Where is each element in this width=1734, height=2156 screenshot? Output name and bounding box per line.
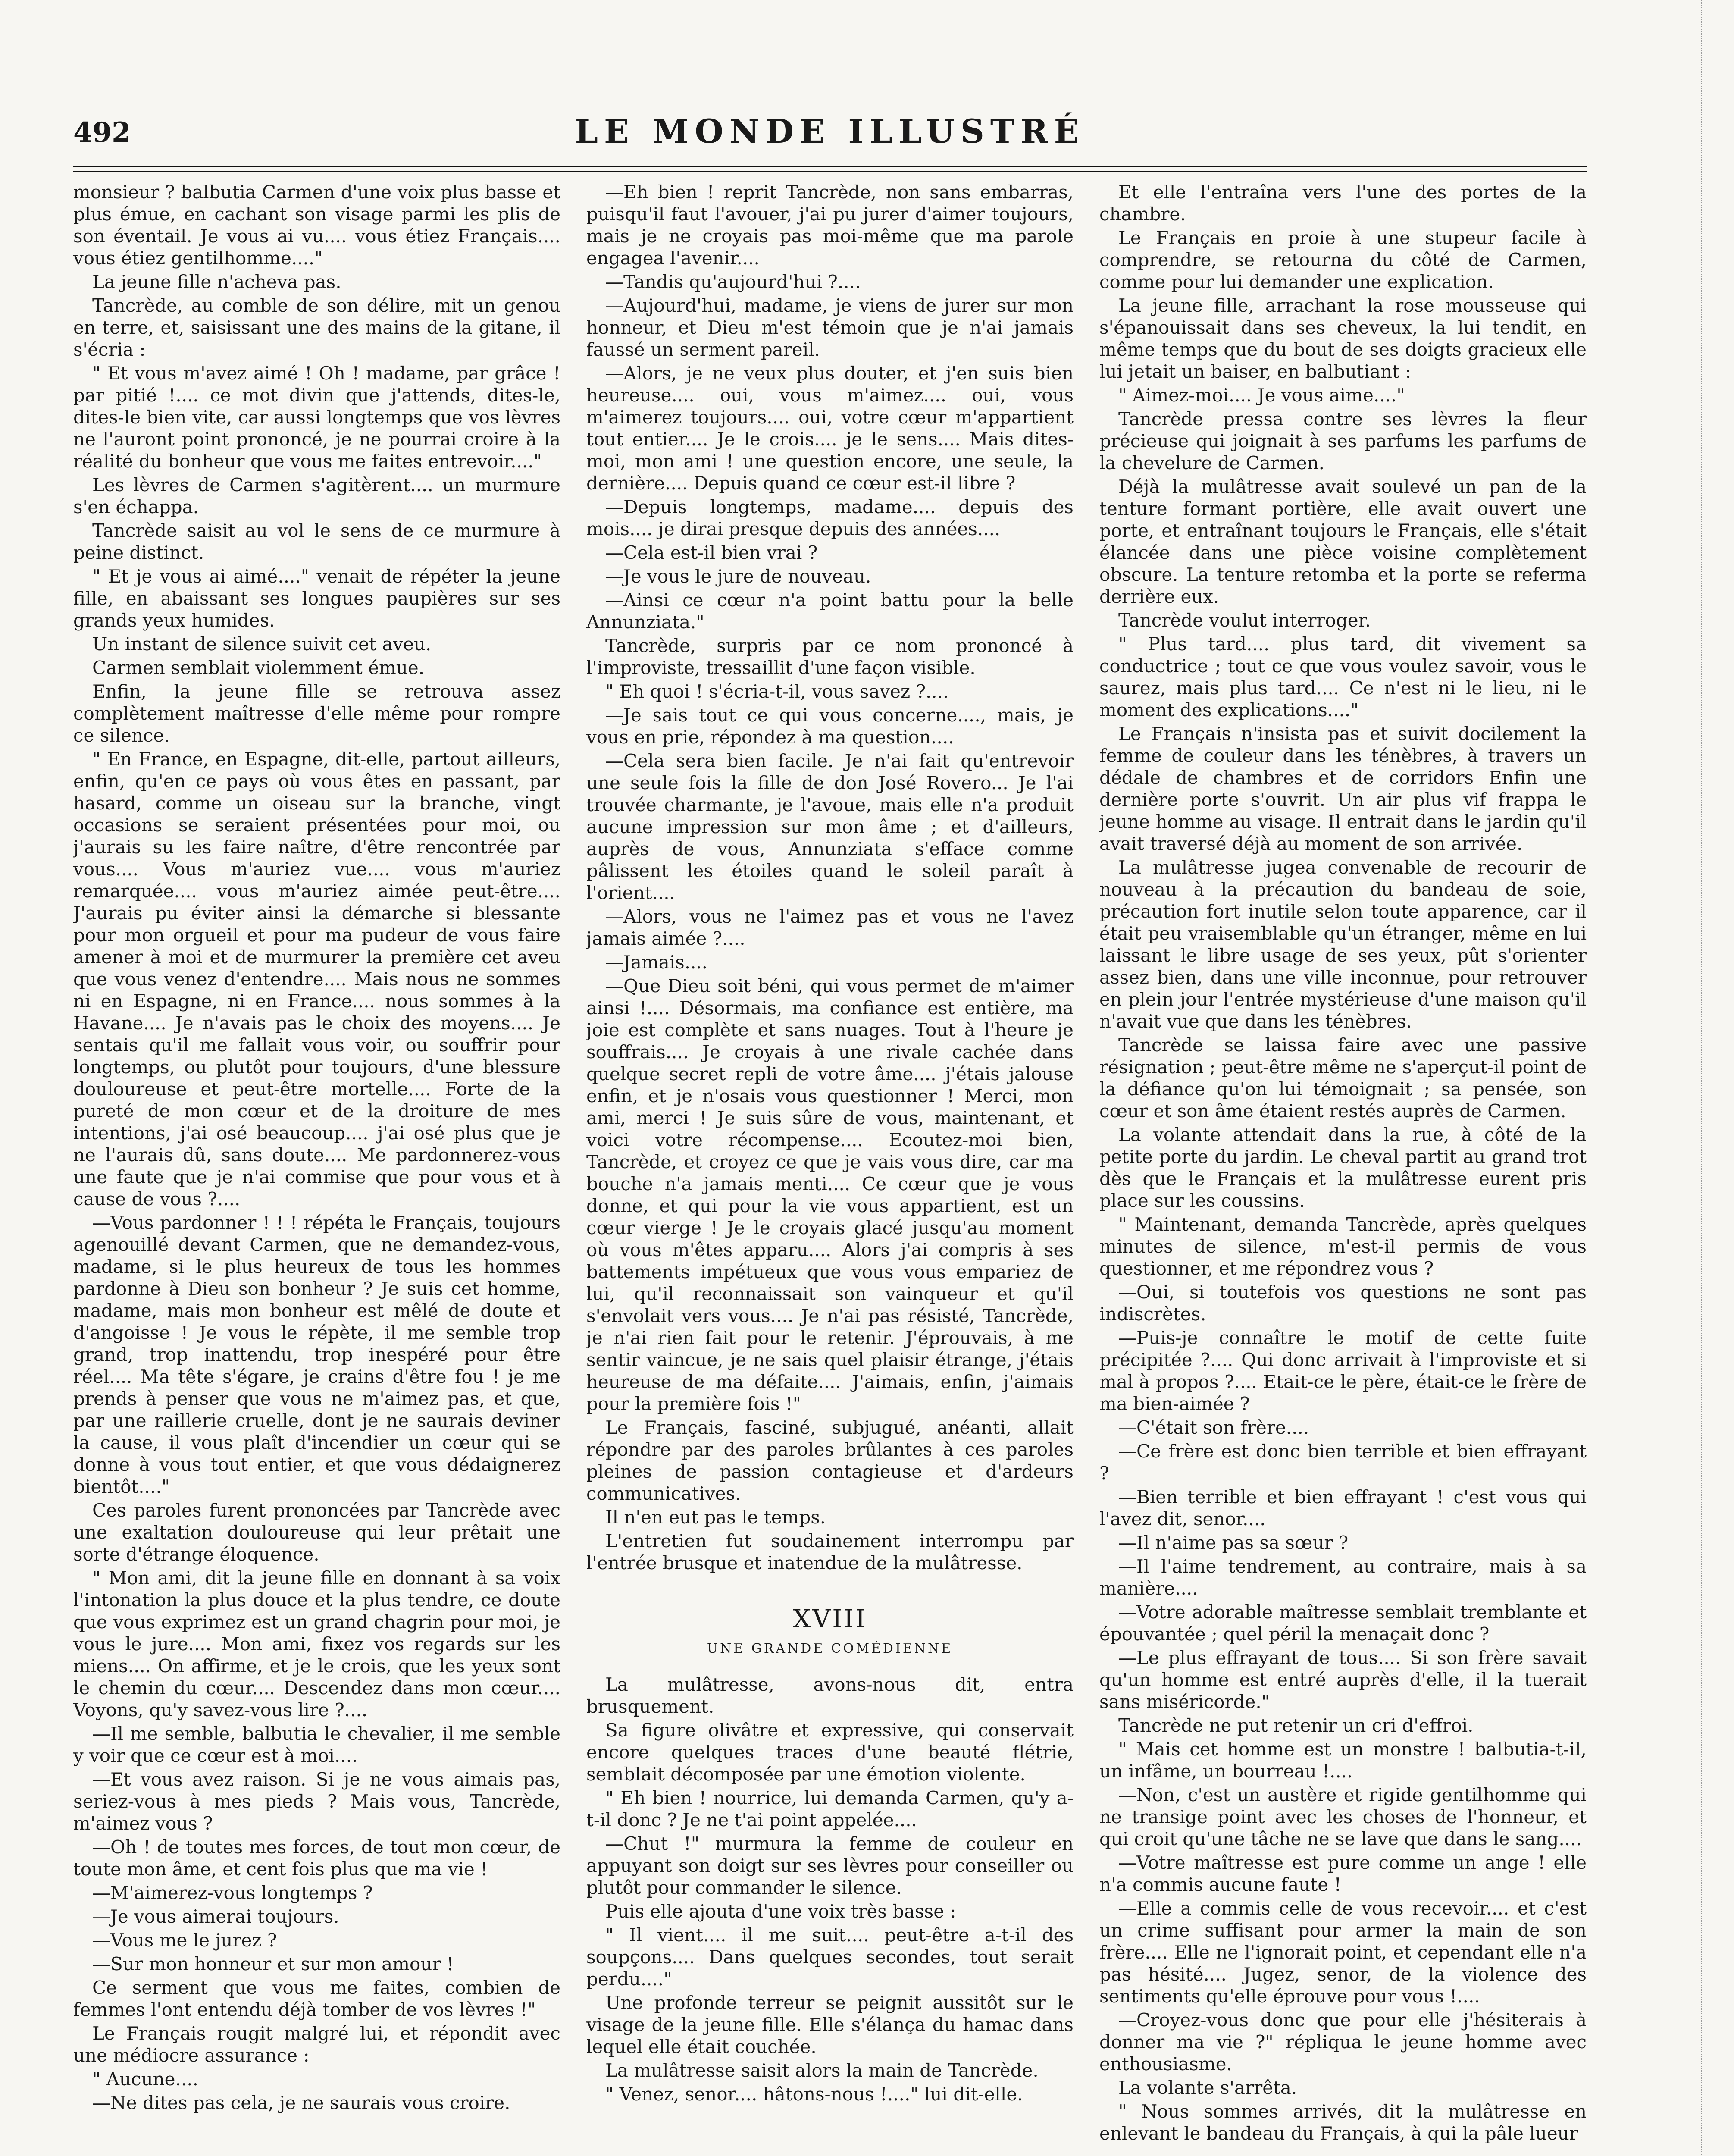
paragraph: Puis elle ajouta d'une voix très basse : xyxy=(605,1901,956,1922)
paragraph: —Il me semble, balbutia le chevalier, il me semble y voir que ce cœur est à moi.... xyxy=(73,1723,560,1766)
paragraph: —Non, c'est un austère et rigide gentilhomme qui ne transige point avec les choses de l'honneur, et qui croit qu'une tâche ne se lave que dans le sang.... xyxy=(1099,1784,1587,1849)
column-2-text-after xyxy=(586,1673,1074,2105)
paragraph: Les lèvres de Carmen s'agitèrent.... un murmure s'en échappa. xyxy=(73,474,560,517)
chapter-number: XVIII xyxy=(793,1604,867,1633)
paragraph: La mulâtresse, avons-nous dit, entra brusquement. xyxy=(586,1674,1074,1717)
paragraph: " Il vient.... il me suit.... peut-être a-t-il des soupçons.... Dans quelques secondes, tout serait perdu...." xyxy=(586,1924,1074,1990)
page-edge-mark xyxy=(1701,0,1719,2156)
text-columns xyxy=(73,181,1587,2156)
paragraph: Ce serment que vous me faites, combien de femmes l'ont entendu déjà tomber de vos lèvres !" xyxy=(73,1977,560,2020)
header-rule xyxy=(73,166,1587,172)
paragraph: Il n'en eut pas le temps. xyxy=(605,1507,826,1528)
column-2-text-before xyxy=(586,181,1074,1574)
paragraph: " Eh quoi ! s'écria-t-il, vous savez ?.... xyxy=(605,681,949,702)
paragraph: —Je vous aimerai toujours. xyxy=(92,1906,339,1927)
paragraph: —Oh ! de toutes mes forces, de tout mon cœur, de toute mon âme, et cent fois plus que ma vie ! xyxy=(73,1836,560,1880)
paragraph: La mulâtresse saisit alors la main de Tancrède. xyxy=(605,2060,1039,2081)
paragraph: —Il l'aime tendrement, au contraire, mais à sa manière.... xyxy=(1099,1556,1587,1599)
paragraph: —Votre maîtresse est pure comme un ange ! elle n'a commis aucune faute ! xyxy=(1099,1852,1587,1895)
paragraph: —Tandis qu'aujourd'hui ?.... xyxy=(605,271,861,292)
paragraph: Ces paroles furent prononcées par Tancrède avec une exaltation douloureuse qui leur prêtait une sorte d'étrange éloquence. xyxy=(73,1500,560,1565)
paragraph: Le Français en proie à une stupeur facile à comprendre, se retourna du côté de Carmen, comme pour lui demander une explication. xyxy=(1099,227,1587,292)
paragraph: Tancrède se laissa faire avec une passive résignation ; peut-être même ne s'aperçut-il point de la défiance qu'on lui témoignait ; sa pensée, son cœur et son âme étaient restés auprès de Carmen. xyxy=(1099,1034,1587,1122)
paragraph: Déjà la mulâtresse avait soulevé un pan de la tenture formant portière, elle avait ouvert une porte, et entraînant toujours le Français, elle s'était élancée dans une pièce voisine complètement obscure. La tenture retomba et la porte se referma derrière eux. xyxy=(1099,476,1587,607)
paragraph: —Vous pardonner ! ! ! répéta le Français, toujours agenouillé devant Carmen, que ne demandez-vous, madame, si le plus heureux de tous les hommes pardonne à Dieu son bonheur ? Je suis cet homme, madame, mais mon bonheur est mêlé de doute et d'angoisse ! Je vous le répète, il me semble trop grand, trop inattendu, trop inespéré pour être réel.... Ma tête s'égare, je crains d'être fou ! je me prends à penser que vous ne m'aimez pas, et que, par une raillerie cruelle, dont je ne saurais deviner la cause, il vous plaît d'incendier un cœur qui se donne à vous tout entier, et que vous dédaignerez bientôt...." xyxy=(73,1212,560,1497)
paragraph: —Que Dieu soit béni, qui vous permet de m'aimer ainsi !.... Désormais, ma confiance est entière, ma joie est complète et sans nuages. Tout à l'heure je souffrais.... Je croyais à une rivale cachée dans quelque secret repli de votre âme.... j'étais jalouse enfin, et je n'osais vous questionner ! Merci, mon ami, merci ! Je suis sûre de vous, maintenant, et voici votre récompense.... Ecoutez-moi bien, Tancrède, et croyez ce que je vais vous dire, car ma bouche n'a jamais menti.... Ce cœur que je vous donne, et qui pour la vie vous appartient, est un cœur vierge ! Je le croyais glacé jusqu'au moment où vous m'êtes apparu.... Alors j'ai compris à ses battements impétueux que vous vous empariez de lui, qu'il reconnaissait son vainqueur et qu'il s'envolait vers vous.... Je n'ai pas résisté, Tancrède, je n'ai rien fait pour le retenir. J'éprouvais, à me sentir vaincue, je ne sais quel plaisir étrange, j'étais heureuse de ma défaite.... J'aimais, enfin, j'aimais pour la première fois !" xyxy=(586,975,1074,1414)
paragraph: Une profonde terreur se peignit aussitôt sur le visage de la jeune fille. Elle s'élança du hamac dans lequel elle était couchée. xyxy=(586,1992,1074,2057)
paragraph: La jeune fille, arrachant la rose mousseuse qui s'épanouissait dans ses cheveux, la lui tendit, en même temps que du bout de ses doigts gracieux elle lui jetait un baiser, en balbutiant : xyxy=(1099,295,1587,382)
paragraph: Le Français rougit malgré lui, et répondit avec une médiocre assurance : xyxy=(73,2023,560,2066)
paragraph: Un instant de silence suivit cet aveu. xyxy=(92,633,432,655)
paragraph: —Et vous avez raison. Si je ne vous aimais pas, seriez-vous à mes pieds ? Mais vous, Tancrède, m'aimez vous ? xyxy=(73,1769,560,1834)
column-2 xyxy=(586,181,1074,2156)
paragraph: —Je vous le jure de nouveau. xyxy=(605,566,871,587)
paragraph: Tancrède, surpris par ce nom prononcé à l'improviste, tressaillit d'une façon visible. xyxy=(586,635,1074,678)
paragraph: La jeune fille n'acheva pas. xyxy=(92,271,341,292)
column-1 xyxy=(73,181,560,2156)
paragraph: —Ne dites pas cela, je ne saurais vous croire. xyxy=(92,2092,510,2113)
paragraph: —Sur mon honneur et sur mon amour ! xyxy=(92,1953,454,1974)
paragraph: monsieur ? balbutia Carmen d'une voix plus basse et plus émue, en cachant son visage parmi les plis de son éventail. Je vous ai vu.... vous étiez Français.... vous étiez gentilhomme...." xyxy=(73,182,560,269)
paragraph: —C'était son frère.... xyxy=(1118,1417,1309,1438)
column-3 xyxy=(1099,181,1587,2156)
paragraph: " En France, en Espagne, dit-elle, partout ailleurs, enfin, qu'en ce pays où vous êtes en passant, par hasard, comme un oiseau sur la branche, vingt occasions se seraient présentées pour moi, ou j'aurais su les faire naître, d'être rencontrée par vous.... Vous m'auriez vue.... vous m'auriez remarquée.... vous m'auriez aimée peut-être.... J'aurais pu éviter ainsi la démarche si blessante pour mon orgueil et pour ma pudeur de vous faire amener à moi et de murmurer la première cet aveu que vous venez d'entendre.... Mais nous ne sommes ni en Espagne, ni en France.... nous sommes à la Havane.... Je n'avais pas le choix des moyens.... Je sentais qu'il me fallait vous voir, ou souffrir pour longtemps, ou plutôt pour toujours, d'une blessure douloureuse et peut-être mortelle.... Forte de la pureté de mon cœur et de la droiture de mes intentions, j'ai osé beaucoup.... j'ai osé plus que je ne l'aurais dû, sans doute.... Me pardonnerez-vous une faute que je n'ai commise que pour vous et à cause de vous ?.... xyxy=(73,749,560,1210)
paragraph: Le Français n'insista pas et suivit docilement la femme de couleur dans les ténèbres, à travers un dédale de chambres et de corridors Enfin une dernière porte s'ouvrit. Un air plus vif frappa le jeune homme au visage. Il entrait dans le jardin qu'il avait traversé déjà au moment de son arrivée. xyxy=(1099,723,1587,854)
paragraph: —Cela est-il bien vrai ? xyxy=(605,542,818,563)
paragraph: —Votre adorable maîtresse semblait tremblante et épouvantée ; quel péril la menaçait donc ? xyxy=(1099,1601,1587,1645)
paragraph: Carmen semblait violemment émue. xyxy=(92,657,425,678)
paragraph: " Venez, senor.... hâtons-nous !...." lui dit-elle. xyxy=(605,2084,1023,2105)
paragraph: Tancrède pressa contre ses lèvres la fleur précieuse qui joignait à ses parfums les parfums de la chevelure de Carmen. xyxy=(1099,408,1587,473)
paragraph: " Mais cet homme est un monstre ! balbutia-t-il, un infâme, un bourreau !.... xyxy=(1099,1739,1587,1782)
paragraph: —Alors, je ne veux plus douter, et j'en suis bien heureuse.... oui, vous m'aimez.... oui, vous m'aimerez toujours.... oui, votre cœur m'appartient tout entier.... Je le crois.... je le sens.... Mais dites-moi, mon ami ! une question encore, une seule, la dernière.... Depuis quand ce cœur est-il libre ? xyxy=(586,363,1074,494)
paragraph: Tancrède saisit au vol le sens de ce murmure à peine distinct. xyxy=(73,520,560,563)
paragraph: —Elle a commis celle de vous recevoir.... et c'est un crime suffisant pour armer la main de son frère.... Elle ne l'ignorait point, et cependant elle n'a pas hésité.... Jugez, senor, de la violence des sentiments qu'elle éprouve pour vous !.... xyxy=(1099,1898,1587,2007)
paragraph: " Aucune.... xyxy=(92,2068,198,2090)
paragraph: La volante s'arrêta. xyxy=(1118,2077,1297,2098)
paragraph: Enfin, la jeune fille se retrouva assez complètement maîtresse d'elle même pour rompre ce silence. xyxy=(73,681,560,746)
paragraph: —M'aimerez-vous longtemps ? xyxy=(92,1882,373,1903)
paragraph: —Ce frère est donc bien terrible et bien effrayant ? xyxy=(1099,1441,1587,1484)
paragraph: —Ainsi ce cœur n'a point battu pour la belle Annunziata." xyxy=(586,589,1074,633)
paragraph: —Bien terrible et bien effrayant ! c'est vous qui l'avez dit, senor.... xyxy=(1099,1486,1587,1529)
paragraph: La volante attendait dans la rue, à côté de la petite porte du jardin. Le cheval partit au grand trot dès que le Français et la mulâtresse eurent pris place sur les coussins. xyxy=(1099,1124,1587,1211)
chapter-title: UNE GRANDE COMÉDIENNE xyxy=(707,1641,953,1656)
paragraph: Le Français, fasciné, subjugué, anéanti, allait répondre par des paroles brûlantes à ces paroles pleines de passion contagieuse et d'ardeurs communicatives. xyxy=(586,1417,1074,1504)
page-number: 492 xyxy=(73,116,131,149)
paragraph: —Depuis longtemps, madame.... depuis des mois.... je dirai presque depuis des années.... xyxy=(586,496,1074,539)
paragraph: —Croyez-vous donc que pour elle j'hésiterais à donner ma vie ?" répliqua le jeune homme avec enthousiasme. xyxy=(1099,2009,1587,2075)
paragraph: —Alors, vous ne l'aimez pas et vous ne l'avez jamais aimée ?.... xyxy=(586,906,1074,949)
paragraph: Tancrède ne put retenir un cri d'effroi. xyxy=(1118,1715,1474,1736)
paragraph: —Puis-je connaître le motif de cette fuite précipitée ?.... Qui donc arrivait à l'improviste et si mal à propos ?.... Etait-ce le père, était-ce le frère de ma bien-aimée ? xyxy=(1099,1327,1587,1414)
paragraph: " Mon ami, dit la jeune fille en donnant à sa voix l'intonation la plus douce et la plus tendre, ce doute que vous exprimez est un grand chagrin pour moi, je vous le jure.... Mon ami, fixez vos regards sur les miens.... On affirme, et je le crois, que les yeux sont le chemin du cœur.... Descendez dans mon cœur.... Voyons, qu'y savez-vous lire ?.... xyxy=(73,1567,560,1720)
paragraph: " Et je vous ai aimé...." venait de répéter la jeune fille, en abaissant ses longues paupières sur ses grands yeux humides. xyxy=(73,566,560,631)
paragraph: Tancrède voulut interroger. xyxy=(1118,610,1371,631)
paragraph: —Je sais tout ce qui vous concerne...., mais, je vous en prie, répondez à ma question.... xyxy=(586,705,1074,748)
paragraph: " Maintenant, demanda Tancrède, après quelques minutes de silence, m'est-il permis de vous questionner, et me répondrez vous ? xyxy=(1099,1214,1587,1279)
paragraph: La mulâtresse jugea convenable de recourir de nouveau à la précaution du bandeau de soie, précaution fort inutile selon toute apparence, car il était peu vraisemblable qu'un étranger, même en lui laissant le libre usage de ses yeux, pût s'orienter assez bien, dans une ville inconnue, pour retrouver en plein jour l'entrée mystérieuse d'une maison qu'il n'avait vue que dans les ténèbres. xyxy=(1099,857,1587,1032)
paragraph: —Eh bien ! reprit Tancrède, non sans embarras, puisqu'il faut l'avouer, j'ai pu jurer d'aimer toujours, mais je ne croyais pas moi-même que ma parole engagea l'avenir.... xyxy=(586,182,1074,269)
paragraph: " Et vous m'avez aimé ! Oh ! madame, par grâce ! par pitié !.... ce mot divin que j'attends, dites-le, dites-le bien vite, car aussi longtemps que vos lèvres ne l'auront point prononcé, je ne pourrai croire à la réalité du bonheur que vous me faites entrevoir...." xyxy=(73,363,560,472)
journal-title: LE MONDE ILLUSTRÉ xyxy=(575,112,1085,150)
paragraph: —Il n'aime pas sa sœur ? xyxy=(1118,1532,1349,1553)
paragraph: " Plus tard.... plus tard, dit vivement sa conductrice ; tout ce que vous voulez savoir, vous le saurez, mais plus tard.... Ce n'est ni le lieu, ni le moment des explications...." xyxy=(1099,633,1587,721)
paragraph: Sa figure olivâtre et expressive, qui conservait encore quelques traces d'une beauté flétrie, semblait décomposée par une émotion violente. xyxy=(586,1720,1074,1785)
paragraph: —Oui, si toutefois vos questions ne sont pas indiscrètes. xyxy=(1099,1282,1587,1325)
paragraph: " Aimez-moi.... Je vous aime...." xyxy=(1118,385,1405,406)
paragraph: " Nous sommes arrivés, dit la mulâtresse en enlevant le bandeau du Français, à qui la pâle lueur xyxy=(1099,2101,1587,2144)
paragraph: Tancrède, au comble de son délire, mit un genou en terre, et, saisissant une des mains de la gitane, il s'écria : xyxy=(73,295,560,360)
paragraph: —Chut !" murmura la femme de couleur en appuyant son doigt sur ses lèvres pour conseiller ou plutôt pour commander le silence. xyxy=(586,1833,1074,1898)
paragraph: Et elle l'entraîna vers l'une des portes de la chambre. xyxy=(1099,182,1587,225)
paragraph: " Eh bien ! nourrice, lui demanda Carmen, qu'y a-t-il donc ? Je ne t'ai point appelée.... xyxy=(586,1787,1074,1830)
paragraph: L'entretien fut soudainement interrompu par l'entrée brusque et inatendue de la mulâtresse. xyxy=(586,1530,1074,1573)
page-header xyxy=(73,108,1587,164)
paragraph: —Jamais.... xyxy=(605,952,708,973)
paragraph: —Cela sera bien facile. Je n'ai fait qu'entrevoir une seule fois la fille de don José Rovero... Je l'ai trouvée charmante, je l'avoue, mais elle n'a produit aucune impression sur mon âme ; et d'ailleurs, auprès de vous, Annunziata s'efface comme pâlissent les étoiles quand le soleil paraît à l'orient.... xyxy=(586,750,1074,903)
paragraph: —Aujourd'hui, madame, je viens de jurer sur mon honneur, et Dieu m'est témoin que je n'ai jamais faussé un serment pareil. xyxy=(586,295,1074,360)
paragraph: —Le plus effrayant de tous.... Si son frère savait qu'un homme est entré auprès d'elle, il la tuerait sans miséricorde." xyxy=(1099,1647,1587,1712)
paragraph: —Vous me le jurez ? xyxy=(92,1930,277,1951)
